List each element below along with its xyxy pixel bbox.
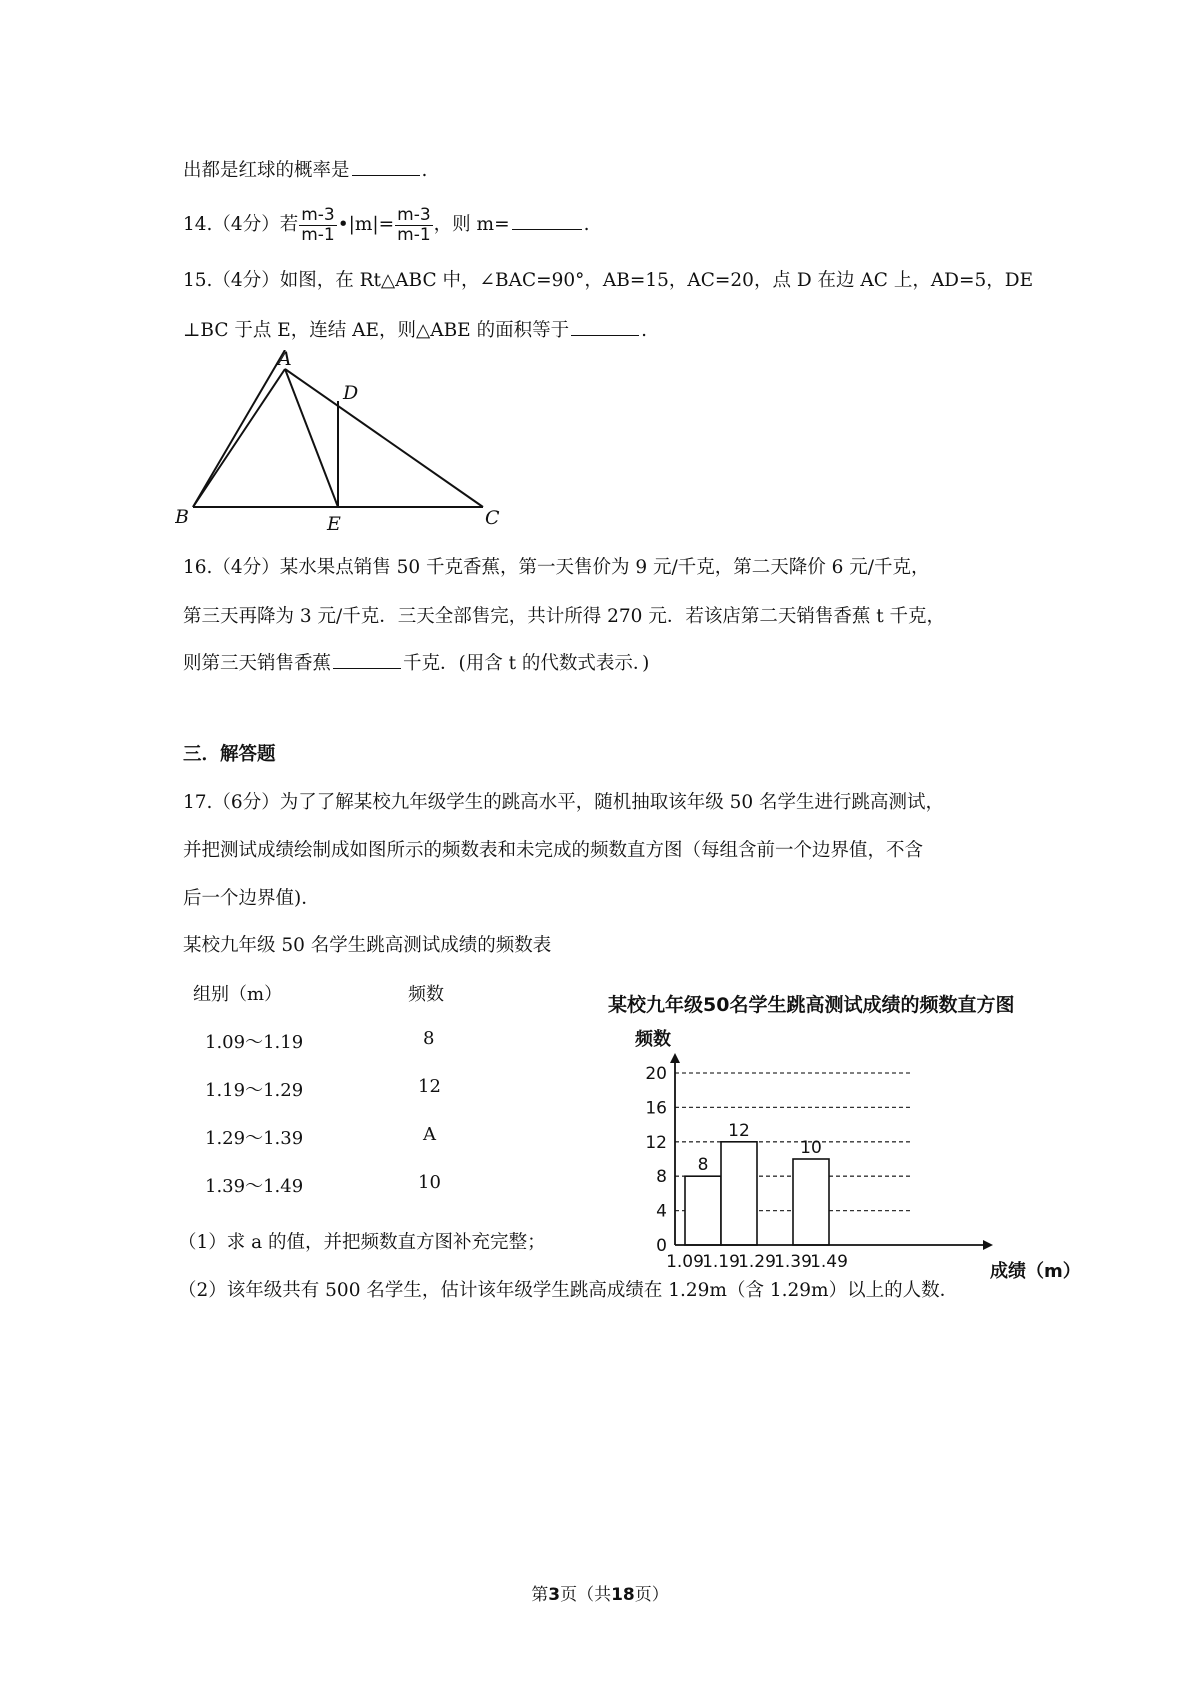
q15-line-2: ⊥BC 于点 E，连结 AE，则△ABE 的面积等于 . xyxy=(183,317,647,344)
q14: 14.（4分）若 $\frac{m-3}{m-1}$ •|m|= $\frac{m-3}{m-1}$ ，则 m= . xyxy=(183,204,590,245)
side-ac xyxy=(285,369,483,507)
label-c: C xyxy=(485,507,500,529)
fraction-1: $\frac{m-3}{m-1}$ xyxy=(301,204,335,245)
x-tick-label: 1.29 xyxy=(738,1252,776,1272)
x-axis-arrow xyxy=(983,1240,993,1250)
page-footer: 第3页（共18页） xyxy=(531,1585,669,1605)
q17-sub-2: （2）该年级共有 500 名学生，估计该年级学生跳高成绩在 1.29m（含 1.29m）以上的人数． xyxy=(178,1280,959,1301)
x-tick-label: 1.49 xyxy=(810,1252,848,1272)
answer-blank-14[interactable] xyxy=(512,211,582,230)
x-tick-label: 1.39 xyxy=(774,1252,812,1272)
side-ab xyxy=(193,350,285,507)
x-tick-label: 1.09 xyxy=(666,1252,704,1272)
label-b: B xyxy=(175,506,189,528)
y-tick-label: 12 xyxy=(645,1132,667,1153)
page-number: 3 xyxy=(548,1585,561,1605)
total-pages: 18 xyxy=(611,1585,635,1605)
table-cell: 1.29～1.39 xyxy=(205,1128,304,1149)
label-e: E xyxy=(327,513,341,530)
q17-line-3: 后一个边界值)． xyxy=(183,888,320,909)
table-header-freq: 频数 xyxy=(408,984,444,1005)
answer-blank-15[interactable] xyxy=(571,317,639,336)
table-title: 某校九年级 50 名学生跳高测试成绩的频数表 xyxy=(183,935,552,956)
x-axis-label: 成绩（m） xyxy=(990,1261,1081,1282)
frequency-histogram xyxy=(600,983,1090,1283)
table-cell: 10 xyxy=(418,1172,441,1193)
section-heading: 三．解答题 xyxy=(183,744,276,765)
label-d: D xyxy=(343,382,359,404)
answer-blank-16[interactable] xyxy=(333,650,401,669)
q16-line-2: 第三天再降为 3 元/千克．三天全部售完，共计所得 270 元．若该店第二天销售香蕉 t 千克， xyxy=(183,606,946,627)
answer-blank-13[interactable] xyxy=(352,157,420,176)
q17-line-2: 并把测试成绩绘制成如图所示的频数表和未完成的频数直方图（每组含前一个边界值，不含 xyxy=(183,840,924,861)
table-cell: 1.39～1.49 xyxy=(205,1176,304,1197)
fraction-2: $\frac{m-3}{m-1}$ xyxy=(397,204,431,245)
q13-text: 出都是红球的概率是 xyxy=(183,160,350,181)
table-header-group: 组别（m） xyxy=(193,984,283,1005)
table-cell: A xyxy=(423,1124,436,1145)
q16-line-3: 则第三天销售香蕉 千克．(用含 t 的代数式表示．) xyxy=(183,650,649,677)
y-tick-label: 16 xyxy=(645,1098,667,1119)
q17-sub-1: （1）求 a 的值，并把频数直方图补充完整； xyxy=(178,1232,546,1253)
histogram-bar xyxy=(685,1176,721,1245)
triangle-diagram xyxy=(175,350,515,530)
segment-ae xyxy=(285,369,338,507)
histogram-bar xyxy=(793,1159,829,1245)
y-axis-arrow xyxy=(670,1053,680,1063)
y-tick-label: 0 xyxy=(656,1236,667,1256)
table-cell: 8 xyxy=(423,1028,435,1049)
chart-title: 某校九年级50名学生跳高测试成绩的频数直方图 xyxy=(608,994,1015,1016)
y-tick-label: 8 xyxy=(656,1167,667,1188)
q15-line-1: 15.（4分）如图，在 Rt△ABC 中，∠BAC=90°，AB=15，AC=20，点 D 在边 AC 上，AD=5，DE xyxy=(183,270,1034,291)
bar-value-label: 8 xyxy=(697,1155,709,1176)
label-a: A xyxy=(278,350,292,370)
side-ab-line xyxy=(193,369,285,507)
table-cell: 1.19～1.29 xyxy=(205,1080,304,1101)
q13-tail: 出都是红球的概率是 . xyxy=(183,157,427,184)
bar-value-label: 10 xyxy=(800,1138,822,1158)
histogram-bar xyxy=(721,1142,757,1245)
bar-value-label: 12 xyxy=(728,1120,750,1141)
table-cell: 12 xyxy=(418,1076,441,1097)
table-cell: 1.09～1.19 xyxy=(205,1032,304,1053)
y-axis-label: 频数 xyxy=(635,1029,671,1050)
x-tick-label: 1.19 xyxy=(702,1252,740,1272)
q17-line-1: 17.（6分）为了了解某校九年级学生的跳高水平，随机抽取该年级 50 名学生进行跳高测试， xyxy=(183,792,944,813)
y-tick-label: 20 xyxy=(645,1064,667,1084)
y-tick-label: 4 xyxy=(656,1201,667,1222)
q16-line-1: 16.（4分）某水果点销售 50 千克香蕉，第一天售价为 9 元/千克，第二天降价 6 元/千克， xyxy=(183,557,930,578)
